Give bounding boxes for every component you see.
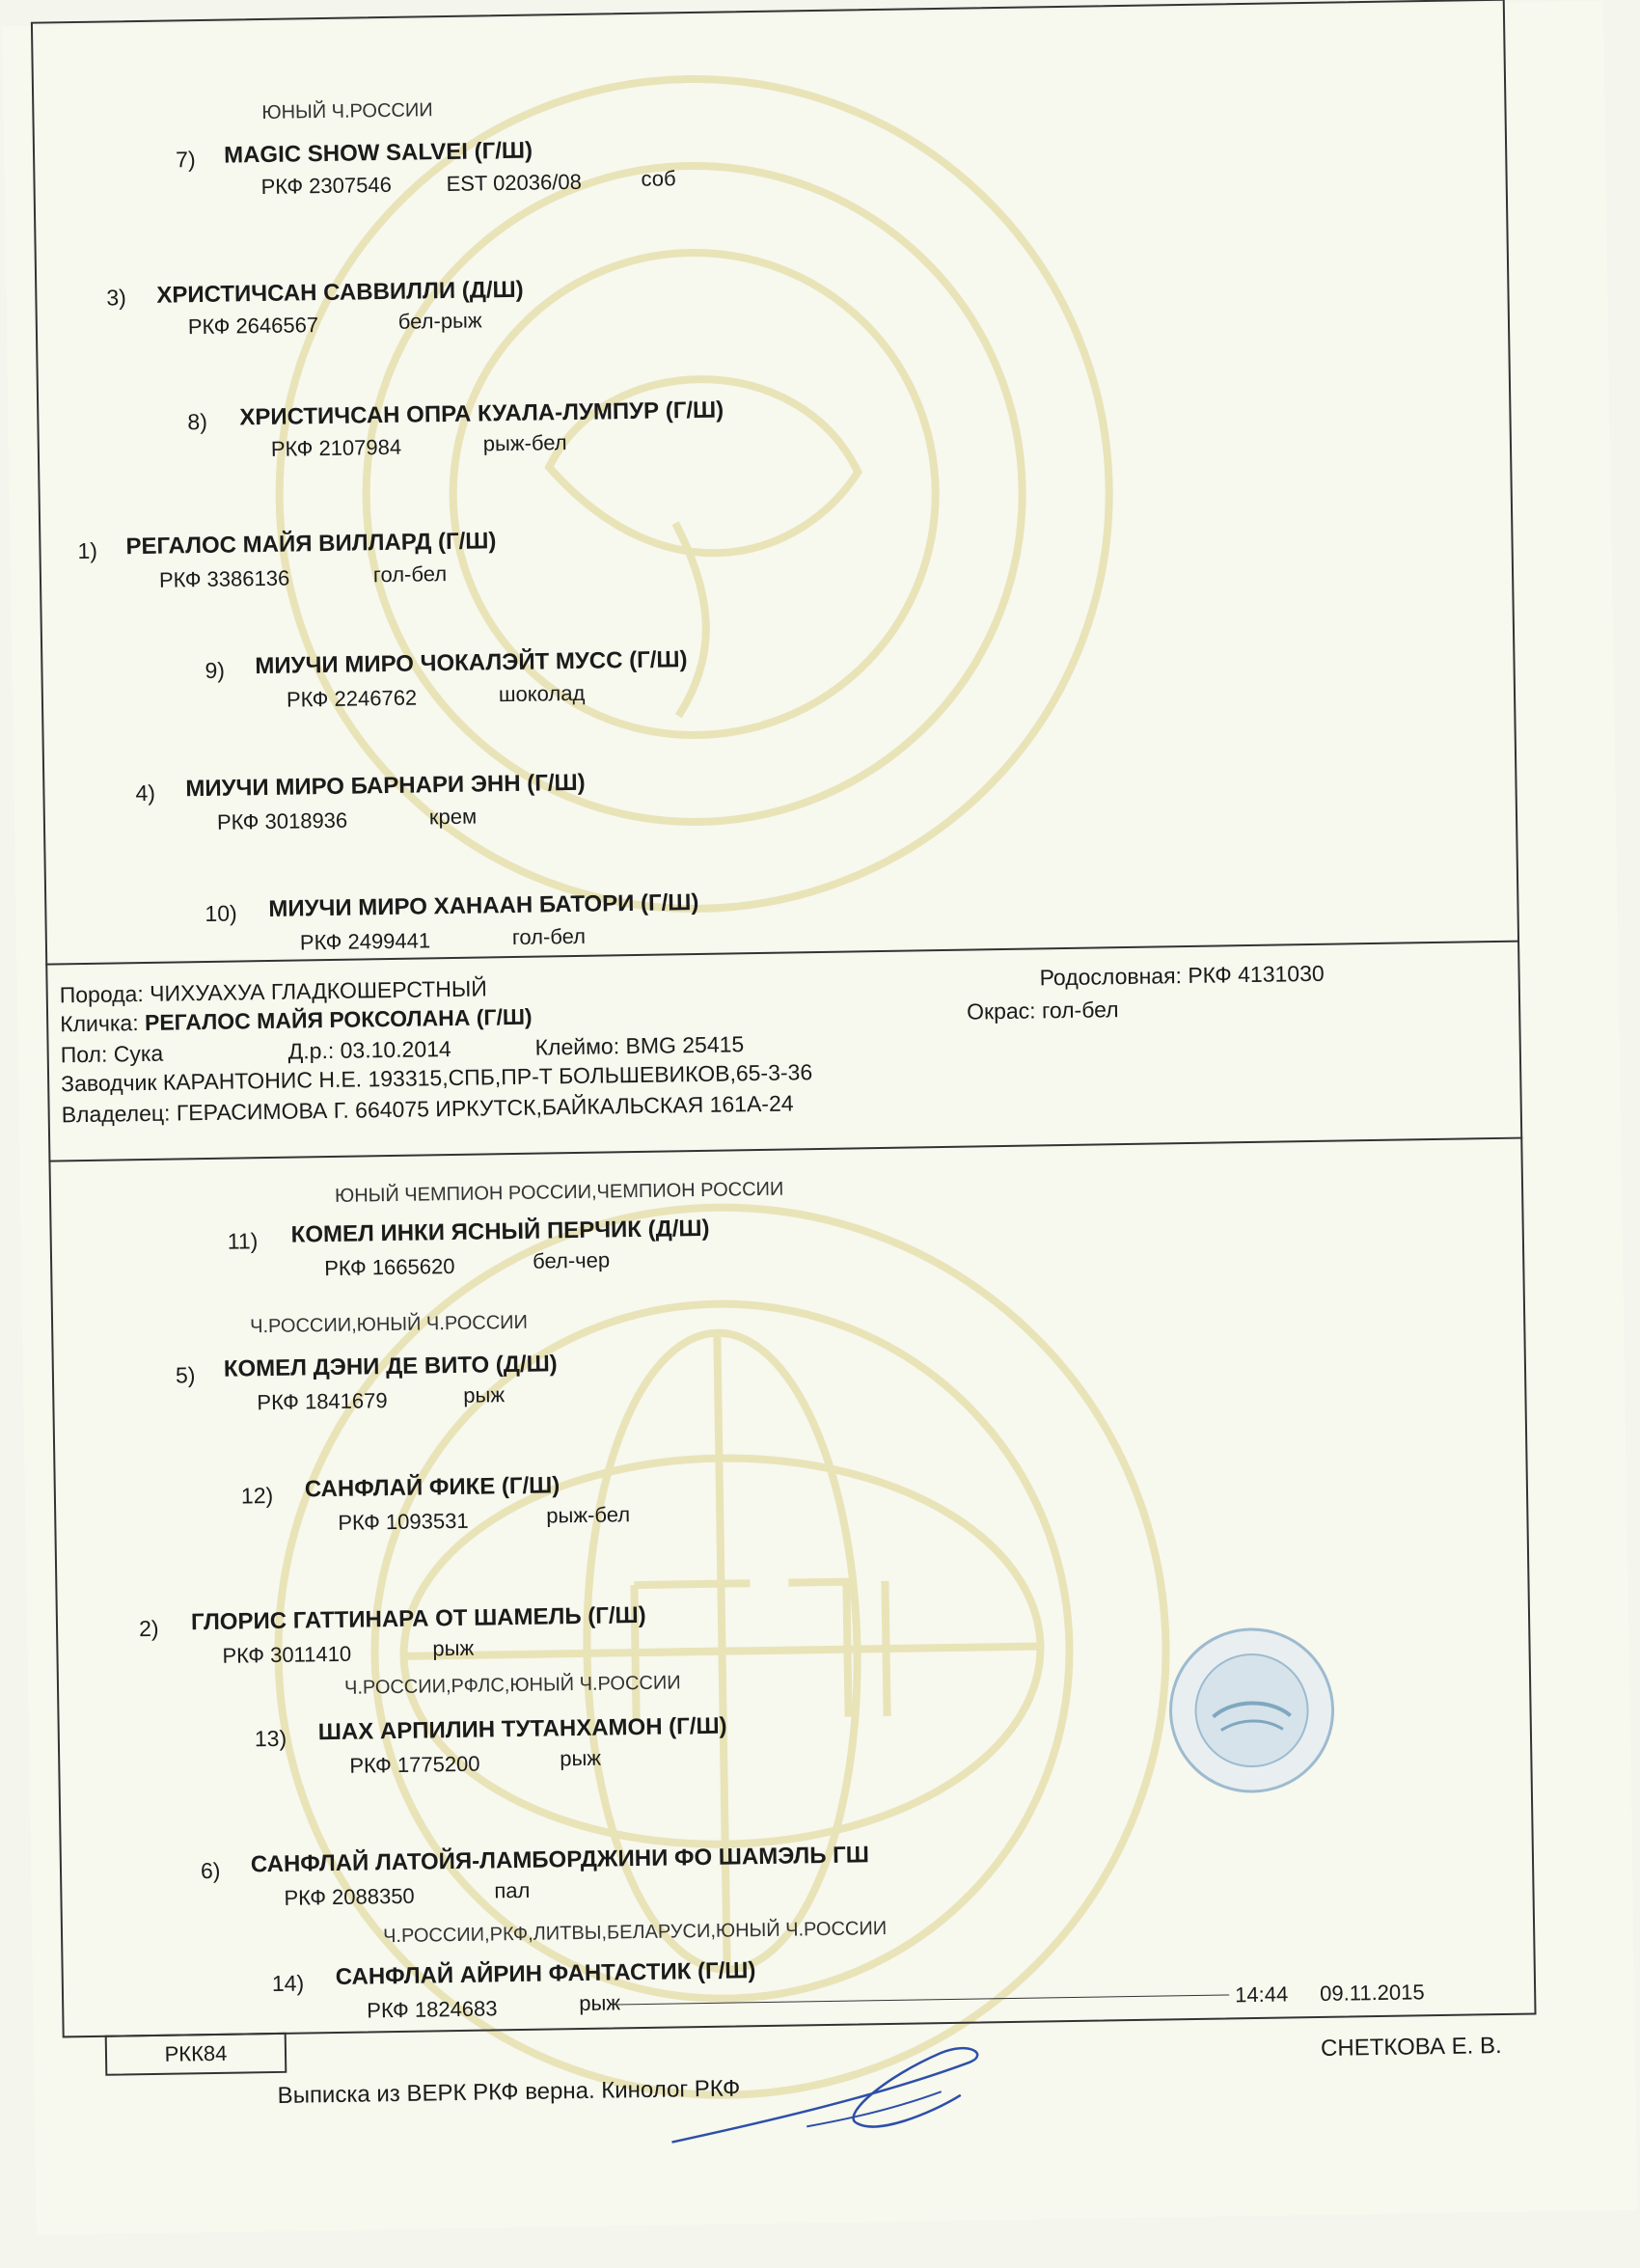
sex-value: Сука bbox=[113, 1040, 164, 1067]
ancestor-name: РЕГАЛОС МАЙЯ ВИЛЛАРД (Г/Ш) bbox=[125, 528, 497, 560]
ancestor-reg: РКФ 2246762 bbox=[286, 685, 418, 712]
ancestor-color: рыж-бел bbox=[482, 430, 567, 456]
brand-label: Клеймо: bbox=[534, 1033, 620, 1060]
ancestor-color: шоколад bbox=[498, 680, 586, 707]
ancestor-name: САНФЛАЙ ЛАТОЙЯ-ЛАМБОРДЖИНИ ФО ШАМЭЛЬ ГШ bbox=[250, 1842, 870, 1878]
brand-line bbox=[534, 1033, 744, 1058]
dob-label: Д.р.: bbox=[287, 1037, 335, 1064]
document-code: РКК84 bbox=[105, 2033, 287, 2076]
dob-value: 03.10.2014 bbox=[340, 1035, 451, 1063]
ancestor-color: бел-чер bbox=[532, 1247, 611, 1273]
ancestor-number: 11) bbox=[227, 1228, 259, 1254]
ancestor-reg: РКФ 1841679 bbox=[257, 1388, 388, 1415]
ancestor-reg: РКФ 3018936 bbox=[216, 807, 348, 834]
ancestor-number: 13) bbox=[254, 1725, 287, 1752]
ancestor-title: Ч.РОССИИ,ЮНЫЙ Ч.РОССИИ bbox=[249, 1311, 529, 1338]
ancestor-title: Ч.РОССИИ,РКФ,ЛИТВЫ,БЕЛАРУСИ,ЮНЫЙ Ч.РОССИИ bbox=[382, 1918, 888, 1948]
ancestor-number: 8) bbox=[187, 408, 208, 435]
ancestor-extra-reg: EST 02036/08 bbox=[446, 169, 583, 196]
ancestor-number: 14) bbox=[271, 1970, 305, 1997]
breed-label: Порода: bbox=[59, 980, 144, 1008]
ancestor-number: 2) bbox=[138, 1615, 159, 1642]
ancestor-color: рыж bbox=[463, 1382, 506, 1407]
ancestor-number: 6) bbox=[200, 1857, 221, 1884]
color-line bbox=[967, 998, 1119, 1023]
ancestor-reg: РКФ 2646567 bbox=[187, 313, 319, 340]
ancestor-name: МИУЧИ МИРО ХАНААН БАТОРИ (Г/Ш) bbox=[268, 888, 699, 922]
ancestor-color: бел-рыж bbox=[397, 308, 482, 334]
ancestor-color: пал bbox=[494, 1877, 531, 1903]
print-time: 14:44 bbox=[1234, 1981, 1289, 2008]
ancestor-name: КОМЕЛ ДЭНИ ДЕ ВИТО (Д/Ш) bbox=[223, 1351, 558, 1382]
ancestor-number: 4) bbox=[135, 779, 156, 806]
ancestor-name: МИУЧИ МИРО ЧОКАЛЭЙТ МУСС (Г/Ш) bbox=[255, 646, 688, 680]
ancestor-reg: РКФ 1665620 bbox=[324, 1253, 455, 1281]
ancestor-name: ХРИСТИЧСАН САВВИЛЛИ (Д/Ш) bbox=[156, 276, 524, 309]
ancestor-color: рыж bbox=[432, 1635, 475, 1661]
ancestor-number: 3) bbox=[106, 285, 127, 311]
ancestor-number: 12) bbox=[240, 1482, 274, 1509]
ancestor-name: САНФЛАЙ ФИКЕ (Г/Ш) bbox=[304, 1472, 560, 1503]
owner-value: ГЕРАСИМОВА Г. 664075 ИРКУТСК,БАЙКАЛЬСКАЯ 161А-24 bbox=[176, 1090, 794, 1126]
pedigree-line bbox=[1039, 960, 1325, 991]
ancestor-color: соб bbox=[641, 166, 676, 191]
ancestor-number: 10) bbox=[205, 900, 237, 926]
owner-label: Владелец: bbox=[61, 1100, 171, 1128]
dob-line bbox=[287, 1035, 451, 1064]
ancestor-reg: РКФ 1824683 bbox=[367, 1996, 498, 2023]
ancestor-title: ЮНЫЙ Ч.РОССИИ bbox=[261, 99, 433, 123]
ancestor-color: рыж bbox=[579, 1990, 621, 2016]
ancestor-color: крем bbox=[428, 804, 478, 830]
sex-line bbox=[60, 1040, 164, 1068]
ancestor-color: рыж-бел bbox=[546, 1502, 631, 1528]
ancestor-name: ГЛОРИС ГАТТИНАРА ОТ ШАМЕЛЬ (Г/Ш) bbox=[190, 1601, 646, 1636]
ancestor-name: МИУЧИ МИРО БАРНАРИ ЭНН (Г/Ш) bbox=[185, 769, 586, 803]
ancestor-reg: РКФ 2107984 bbox=[270, 434, 402, 461]
ancestor-number: 5) bbox=[175, 1362, 196, 1388]
ancestor-number: 7) bbox=[175, 147, 196, 173]
ancestor-name: ШАХ АРПИЛИН ТУТАНХАМОН (Г/Ш) bbox=[317, 1712, 727, 1746]
rkf-round-stamp bbox=[1163, 1623, 1340, 1799]
sex-label: Пол: bbox=[60, 1041, 108, 1068]
ancestor-number: 9) bbox=[205, 657, 226, 683]
ancestor-number: 1) bbox=[77, 537, 98, 564]
brand-value: BMG 25415 bbox=[625, 1031, 745, 1059]
signature bbox=[651, 2023, 1020, 2173]
verification-statement: Выписка из ВЕРК РКФ верна. Кинолог РКФ bbox=[277, 2075, 741, 2109]
ancestor-title: ЮНЫЙ ЧЕМПИОН РОССИИ,ЧЕМПИОН РОССИИ bbox=[334, 1178, 784, 1207]
ancestor-reg: РКФ 2307546 bbox=[260, 172, 393, 199]
ancestor-reg: РКФ 3011410 bbox=[222, 1641, 352, 1668]
signer-name: СНЕТКОВА Е. В. bbox=[1320, 2033, 1502, 2062]
ancestor-reg: РКФ 1775200 bbox=[349, 1751, 480, 1778]
ancestor-name: MAGIC SHOW SALVEI (Г/Ш) bbox=[223, 137, 533, 169]
breeder-label: Заводчик bbox=[60, 1069, 157, 1097]
ancestor-color: гол-бел bbox=[372, 561, 448, 587]
dog-name-value: РЕГАЛОС МАЙЯ РОКСОЛАНА (Г/Ш) bbox=[144, 1003, 533, 1035]
breeder-value: КАРАНТОНИС Н.Е. 193315,СПБ,ПР-Т БОЛЬШЕВИКОВ,65-3-36 bbox=[162, 1059, 813, 1095]
ancestor-reg: РКФ 1093531 bbox=[338, 1508, 469, 1535]
ancestor-reg: РКФ 2088350 bbox=[284, 1883, 415, 1910]
pedigree-value: РКФ 4131030 bbox=[1188, 960, 1325, 988]
print-date: 09.11.2015 bbox=[1319, 1980, 1425, 2006]
ancestor-name: ХРИСТИЧСАН ОПРА КУАЛА-ЛУМПУР (Г/Ш) bbox=[239, 396, 724, 431]
ancestor-name: САНФЛАЙ АЙРИН ФАНТАСТИК (Г/Ш) bbox=[335, 1957, 756, 1990]
ancestor-reg: РКФ 2499441 bbox=[299, 928, 431, 955]
ancestor-name: КОМЕЛ ИНКИ ЯСНЫЙ ПЕРЧИК (Д/Ш) bbox=[290, 1215, 710, 1248]
ancestor-color: гол-бел bbox=[511, 923, 587, 949]
pedigree-label: Родословная: bbox=[1039, 963, 1183, 991]
breed-value: ЧИХУАХУА ГЛАДКОШЕРСТНЫЙ bbox=[149, 975, 487, 1006]
ancestor-reg: РКФ 3386136 bbox=[158, 565, 290, 592]
color-value: гол-бел bbox=[1041, 997, 1119, 1024]
ancestor-title: Ч.РОССИИ,РФЛС,ЮНЫЙ Ч.РОССИИ bbox=[343, 1672, 681, 1699]
dog-name-label: Кличка: bbox=[60, 1010, 139, 1037]
color-label: Окрас: bbox=[966, 997, 1036, 1025]
ancestor-color: рыж bbox=[560, 1745, 602, 1771]
